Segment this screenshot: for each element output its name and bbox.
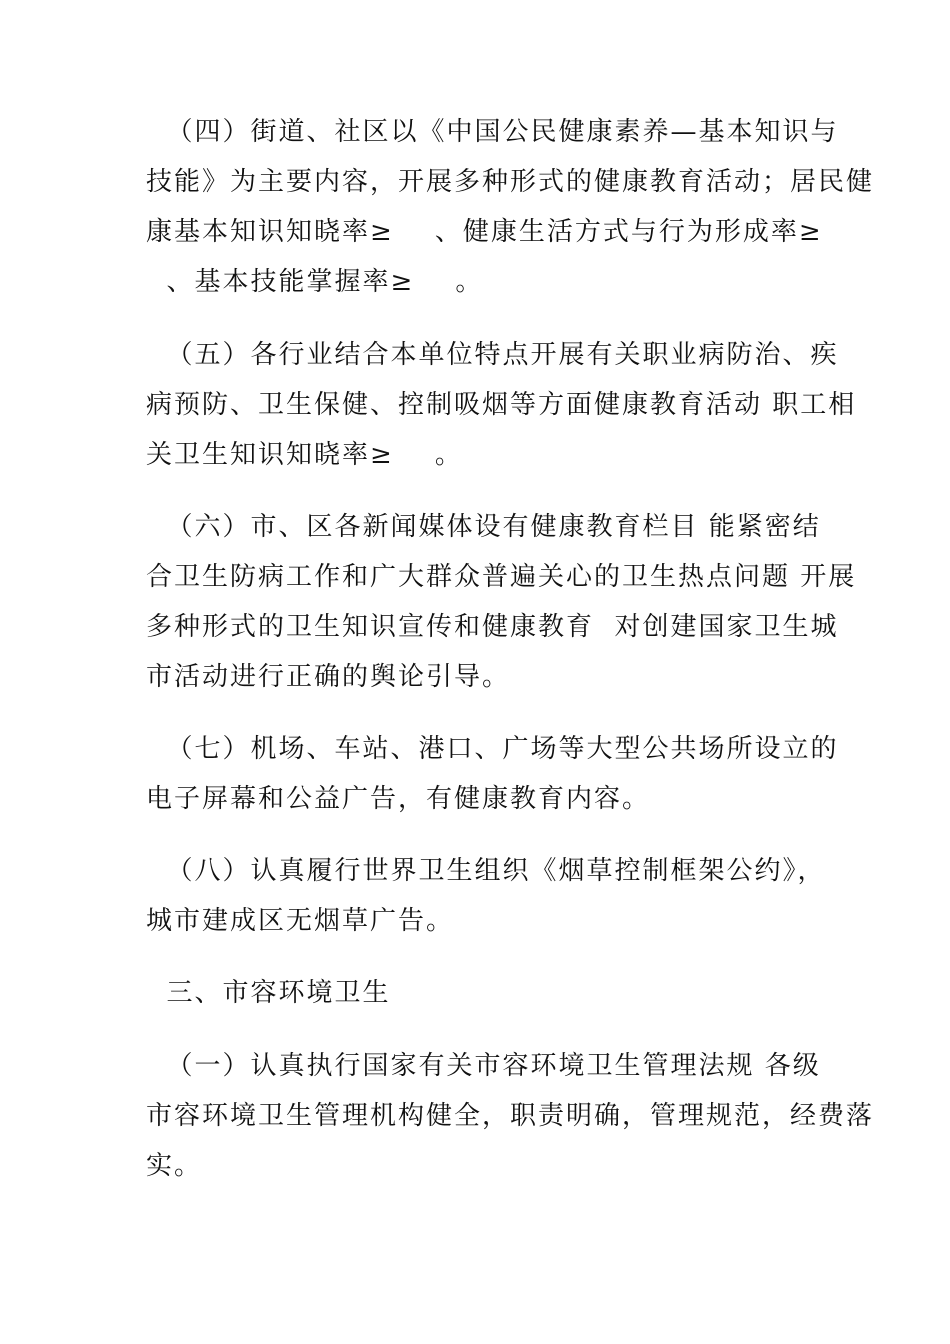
- paragraph-3-1-line-3: 实。: [146, 1151, 203, 1181]
- section-heading-3: 三、市容环境卫生: [146, 978, 391, 1008]
- paragraph-5-line-2: 病预防、卫生保健、控制吸烟等方面健康教育活动 职工相: [146, 390, 857, 420]
- paragraph-4-line-1: （四）街道、社区以《中国公民健康素养—基本知识与: [146, 117, 839, 147]
- paragraph-4-line-2: 技能》为主要内容，开展多种形式的健康教育活动；居民健: [146, 167, 875, 197]
- paragraph-5-line-3: 关卫生知识知晓率≥ 。: [146, 440, 463, 470]
- paragraph-5-line-1: （五）各行业结合本单位特点开展有关职业病防治、疾: [146, 340, 839, 370]
- paragraph-6-line-3: 多种形式的卫生知识宣传和健康教育 对创建国家卫生城: [146, 612, 839, 642]
- paragraph-7-line-1: （七）机场、车站、港口、广场等大型公共场所设立的: [146, 734, 839, 764]
- paragraph-8-line-2: 城市建成区无烟草广告。: [146, 906, 455, 936]
- paragraph-8-line-1: （八）认真履行世界卫生组织《烟草控制框架公约》，: [146, 856, 826, 886]
- paragraph-7-line-2: 电子屏幕和公益广告，有健康教育内容。: [146, 784, 651, 814]
- paragraph-6-line-1: （六）市、区各新闻媒体设有健康教育栏目 能紧密结: [146, 512, 821, 542]
- paragraph-6-line-2: 合卫生防病工作和广大群众普遍关心的卫生热点问题 开展: [146, 562, 857, 592]
- paragraph-4-line-4: 、基本技能掌握率≥ 。: [146, 267, 484, 297]
- paragraph-3-1-line-2: 市容环境卫生管理机构健全，职责明确，管理规范，经费落: [146, 1101, 875, 1131]
- paragraph-4-line-3: 康基本知识知晓率≥ 、健康生活方式与行为形成率≥: [146, 217, 823, 247]
- paragraph-6-line-4: 市活动进行正确的舆论引导。: [146, 662, 511, 692]
- paragraph-3-1-line-1: （一）认真执行国家有关市容环境卫生管理法规 各级: [146, 1051, 821, 1081]
